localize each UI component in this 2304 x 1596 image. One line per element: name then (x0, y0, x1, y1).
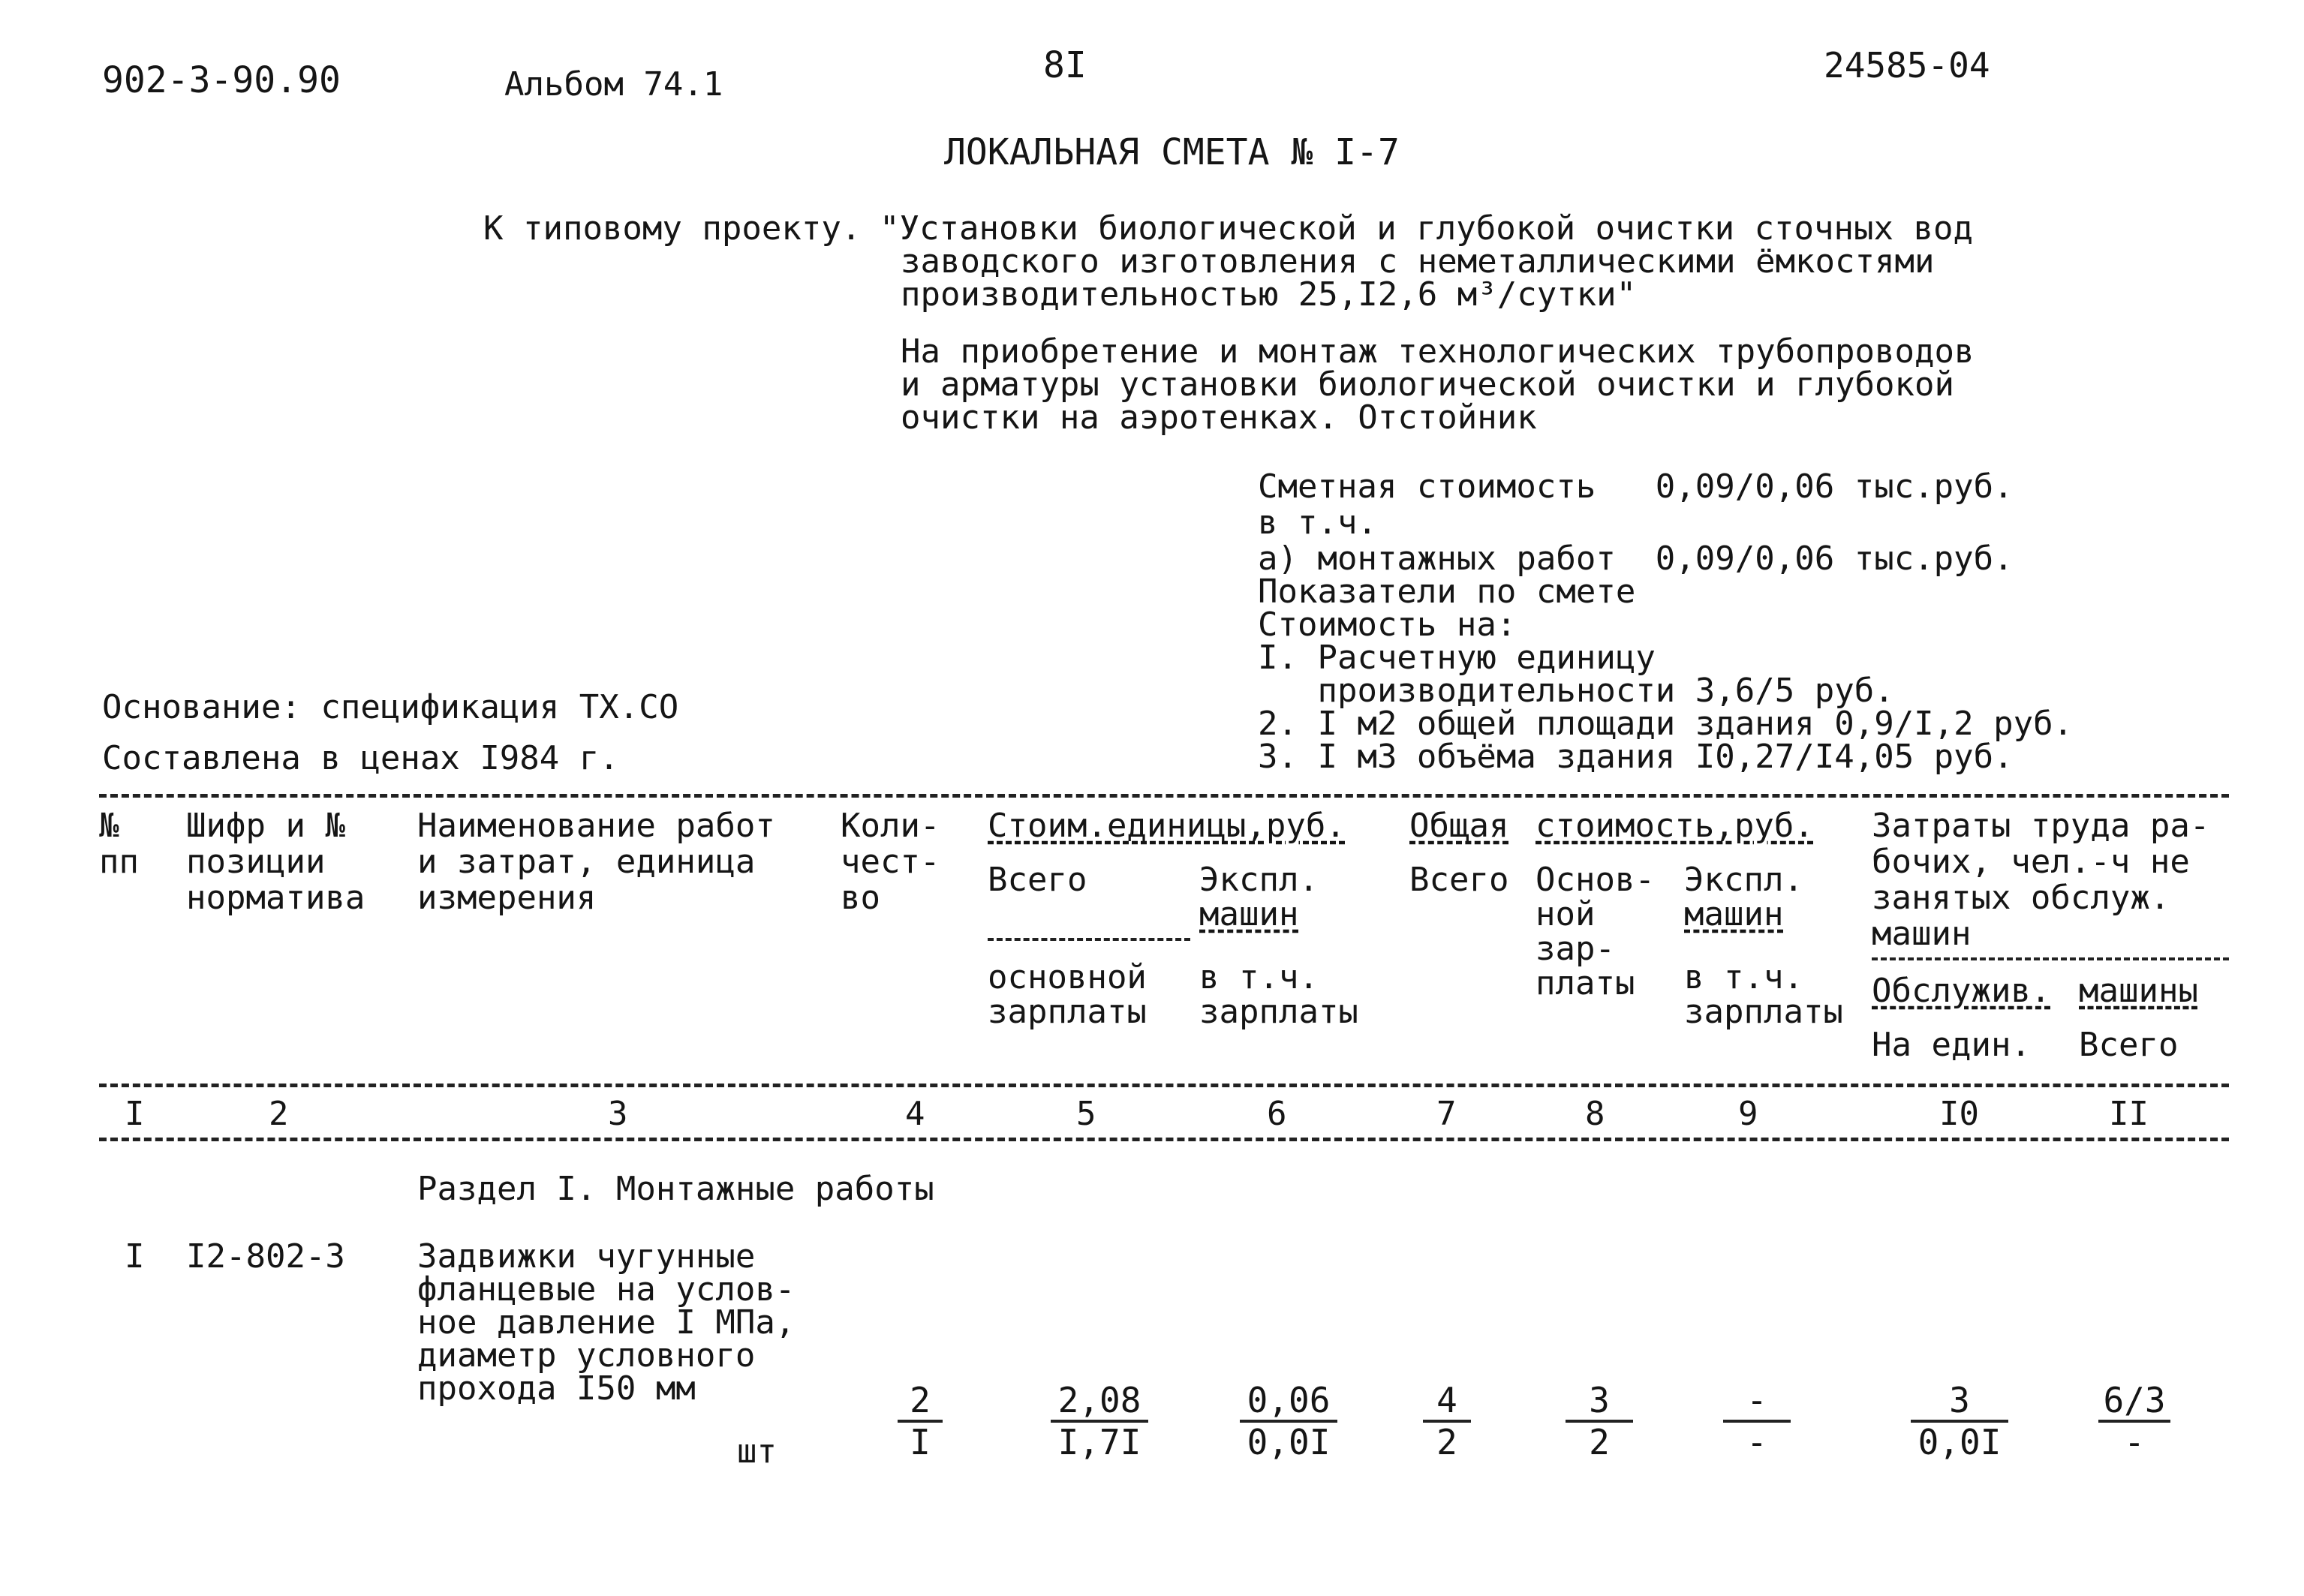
row-name-line-4: диаметр условного (417, 1336, 756, 1375)
row-unit-total-bottom: I,7I (1057, 1422, 1141, 1462)
purpose-line-2: и арматуры установки биологической очистки и глубокой (901, 365, 1954, 404)
row-machines (1723, 1381, 1791, 1462)
unit-machines-sub-1: в т.ч. (1199, 958, 1319, 996)
cost-summary-line-6: I. Расчетную единицу (1258, 639, 1656, 677)
total-wage-header-4: платы (1535, 964, 1635, 1002)
inventory-number: 24585-04 (1824, 45, 1990, 86)
row-quantity-top: 2 (898, 1381, 943, 1423)
labor-divider (1872, 957, 2229, 960)
col-code-header-3: норматива (186, 879, 365, 917)
column-number-5: 5 (1076, 1095, 1096, 1133)
unit-cost-group-header: Стоим.единицы,руб. (988, 807, 1346, 845)
column-number-1: I (125, 1095, 145, 1133)
row-unit-machines (1240, 1381, 1337, 1462)
unit-machines-sub-2: зарплаты (1199, 993, 1358, 1031)
total-machines-sub-1: в т.ч. (1684, 958, 1803, 996)
total-wage-header-2: ной (1535, 895, 1596, 933)
col-qty-header-3: во (841, 879, 880, 917)
project-line-2: заводского изготовления с неметаллическими ёмкостями (901, 242, 1935, 281)
project-line-1: "Установки биологической и глубокой очистки сточных вод (880, 209, 1973, 248)
cost-summary-line-4: Показатели по смете (1258, 573, 1636, 611)
row-name-line-1: Задвижки чугунные (417, 1237, 756, 1276)
row-unit-machines-bottom: 0,0I (1247, 1422, 1331, 1462)
col-name-header-2: и затрат, единица (417, 843, 756, 881)
col-code-header-1: Шифр и № (186, 807, 345, 845)
row-name-line-2: фланцевые на услов- (417, 1270, 796, 1309)
column-number-10: I0 (1939, 1095, 1979, 1133)
table-top-rule (99, 794, 2229, 798)
column-number-3: 3 (608, 1095, 628, 1133)
column-number-4: 4 (905, 1095, 925, 1133)
row-wage (1566, 1381, 1633, 1462)
col-number-header-1: № (99, 807, 119, 845)
unit-total-sub-2: зарплаты (988, 993, 1147, 1031)
estimate-title: ЛОКАЛЬНАЯ СМЕТА № I-7 (944, 131, 1400, 173)
row-total-bottom: 2 (1436, 1422, 1457, 1462)
col-qty-header-2: чест- (841, 843, 940, 881)
unit-machines-header-1: Экспл. (1199, 861, 1319, 899)
col-number-header-2: пп (99, 843, 139, 881)
basis-text: Основание: спецификация ТХ.СО (102, 688, 679, 726)
labor-header-2: бочих, чел.-ч не (1872, 843, 2190, 881)
row-labor-total (2098, 1381, 2170, 1462)
row-unit: шт (737, 1432, 777, 1471)
cost-summary-line-2: в т.ч. (1258, 503, 1377, 542)
project-prefix: К типовому проекту. (483, 209, 862, 248)
row-unit-machines-top: 0,06 (1240, 1381, 1337, 1423)
row-labor-unit (1911, 1381, 2008, 1462)
col-qty-header-1: Коли- (841, 807, 940, 845)
prices-text: Составлена в ценах I984 г. (102, 739, 619, 777)
row-wage-top: 3 (1566, 1381, 1633, 1423)
total-machines-sub-2: зарплаты (1684, 993, 1843, 1031)
labor-header-4: машин (1872, 915, 1972, 953)
labor-per-unit-header: На един. (1872, 1026, 2031, 1064)
col-name-header-1: Наименование работ (417, 807, 775, 845)
purpose-line-3: очистки на аэротенках. Отстойник (901, 398, 1537, 437)
row-total (1423, 1381, 1471, 1462)
labor-service-header: Обслужив. (1872, 972, 2051, 1010)
row-total-top: 4 (1423, 1381, 1471, 1423)
unit-machines-header-2: машин (1199, 895, 1299, 933)
column-numbers-top-rule (99, 1084, 2229, 1087)
row-name-line-3: ное давление I МПа, (417, 1303, 796, 1342)
unit-total-sub-1: основной (988, 958, 1147, 996)
document-code: 902-3-90.90 (102, 59, 341, 101)
row-machines-bottom: - (1746, 1422, 1767, 1462)
total-cost-group-header-a: Общая (1409, 807, 1509, 845)
total-cost-group-header-b: стоимость,руб. (1535, 807, 1814, 845)
cost-summary-line-3: а) монтажных работ 0,09/0,06 тыс.руб. (1258, 540, 2014, 578)
total-wage-header-3: зар- (1535, 930, 1615, 968)
cost-summary-line-9: 3. I м3 объёма здания I0,27/I4,05 руб. (1258, 738, 2014, 776)
column-numbers-bottom-rule (99, 1138, 2229, 1141)
row-labor-unit-bottom: 0,0I (1917, 1422, 2002, 1462)
total-machines-header-1: Экспл. (1684, 861, 1803, 899)
column-number-8: 8 (1585, 1095, 1605, 1133)
project-line-3: производительностью 25,I2,6 м³/сутки" (901, 275, 1637, 314)
column-number-6: 6 (1267, 1095, 1287, 1133)
labor-header-1: Затраты труда ра- (1872, 807, 2210, 845)
row-unit-total-top: 2,08 (1051, 1381, 1148, 1423)
row-quantity (898, 1381, 943, 1462)
unit-total-header: Всего (988, 861, 1087, 899)
row-code: I2-802-3 (186, 1237, 345, 1276)
row-name-line-5: прохода I50 мм (417, 1369, 696, 1408)
labor-total-header: Всего (2079, 1026, 2179, 1064)
cost-summary-line-1: Сметная стоимость 0,09/0,06 тыс.руб. (1258, 467, 2014, 506)
total-machines-header-2: машин (1684, 895, 1784, 933)
page-number: 8I (1043, 44, 1087, 86)
row-labor-unit-top: 3 (1911, 1381, 2008, 1423)
section-title: Раздел I. Монтажные работы (417, 1170, 934, 1208)
total-wage-header-1: Основ- (1535, 861, 1655, 899)
purpose-line-1: На приобретение и монтаж технологических трубопроводов (901, 332, 1975, 371)
column-number-2: 2 (269, 1095, 289, 1133)
row-wage-bottom: 2 (1589, 1422, 1610, 1462)
cost-summary-line-5: Стоимость на: (1258, 606, 1517, 644)
column-number-9: 9 (1738, 1095, 1758, 1133)
row-labor-total-top: 6/3 (2098, 1381, 2170, 1423)
column-number-7: 7 (1436, 1095, 1457, 1133)
row-unit-total (1051, 1381, 1148, 1462)
album-label: Альбом 74.1 (504, 65, 723, 104)
row-machines-top: - (1723, 1381, 1791, 1423)
row-labor-total-bottom: - (2124, 1422, 2145, 1462)
row-quantity-bottom: I (910, 1422, 931, 1462)
total-all-header: Всего (1409, 861, 1509, 899)
col-name-header-3: измерения (417, 879, 597, 917)
cost-summary-line-7: производительности 3,6/5 руб. (1258, 672, 1894, 710)
column-number-11: II (2109, 1095, 2149, 1133)
cost-summary-line-8: 2. I м2 общей площади здания 0,9/I,2 руб. (1258, 705, 2074, 743)
unit-total-divider (988, 938, 1190, 941)
row-number: I (125, 1237, 145, 1276)
labor-header-3: занятых обслуж. (1872, 879, 2170, 917)
labor-machines-header: машины (2079, 972, 2198, 1010)
col-code-header-2: позиции (186, 843, 326, 881)
